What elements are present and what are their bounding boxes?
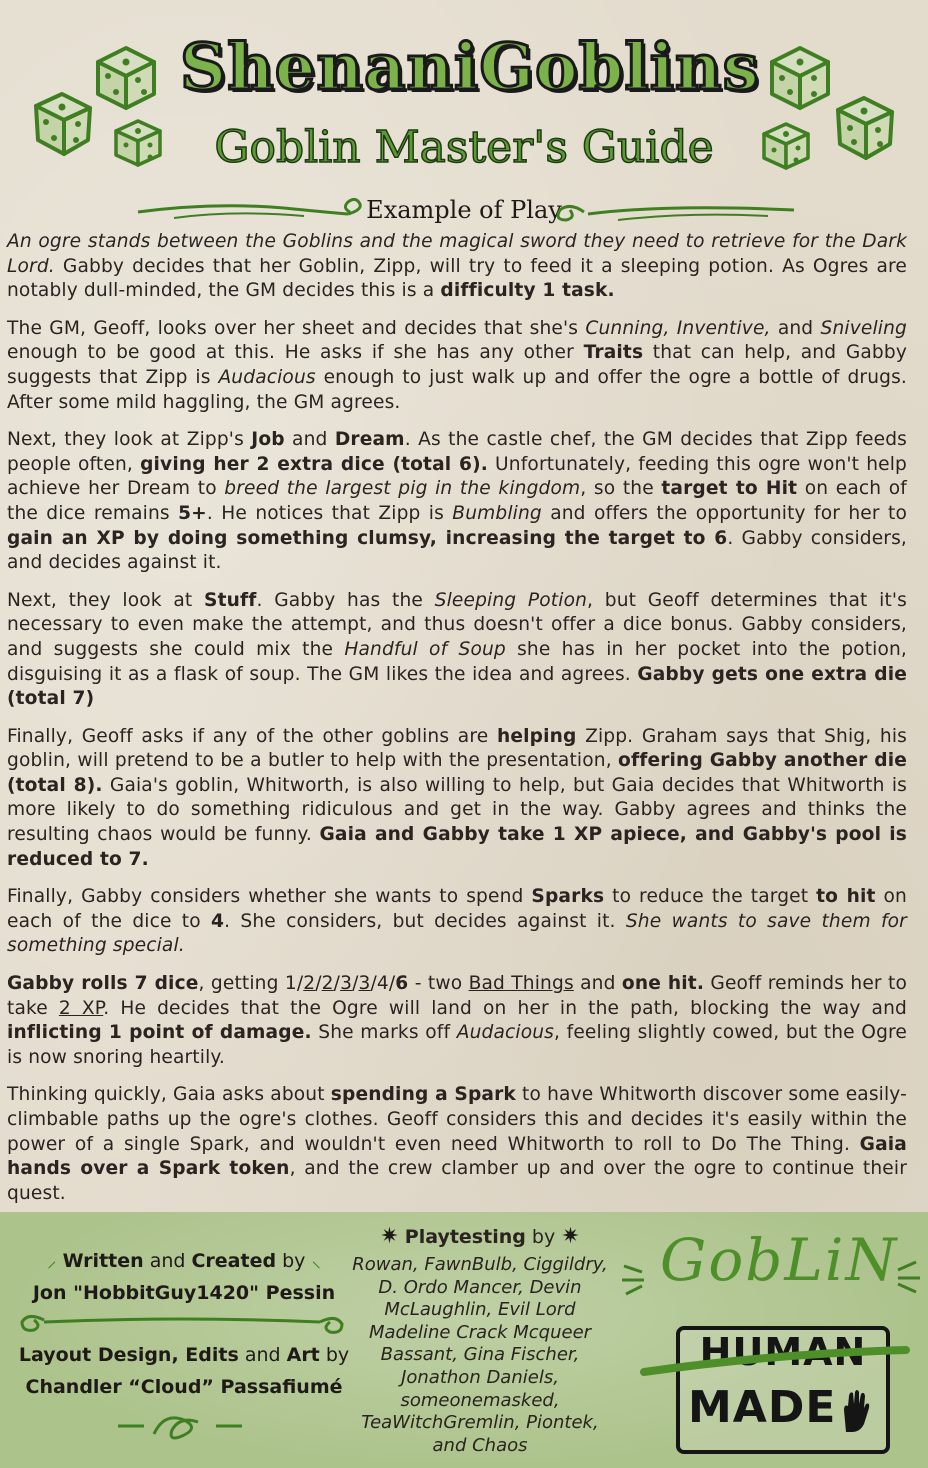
- example-of-play-text: [7, 230, 907, 1219]
- text-run: Gaia's goblin, Whitworth, is also willing to help, but Gaia decides that Whitworth is more likely to do something ridiculous and get in the way. Gabby agrees and thinks the resulting chaos would be funny.: [7, 774, 907, 846]
- italic-text: breed the largest pig in the kingdom: [224, 478, 581, 500]
- italic-text: Sniveling: [820, 317, 907, 339]
- credits-footer: [0, 1212, 928, 1468]
- badge-struck-word: HUMAN: [699, 1330, 867, 1374]
- text-run: on each of the dice to: [7, 886, 907, 932]
- text-run: she has in her pocket into the potion, disguising it as a flask of soup. The GM likes the idea and agrees.: [7, 638, 907, 685]
- text-run: enough to just walk up and offer the ogre a bottle of drugs. After some mild haggling, the GM agrees.: [7, 366, 907, 413]
- bold-text: offering Gabby another die (total 8).: [7, 750, 908, 796]
- italic-text: Bumbling: [452, 502, 542, 524]
- bold-text: to hit: [816, 886, 876, 908]
- strike-through-mark: [640, 1342, 910, 1382]
- text-run: . He notices that Zipp is: [206, 502, 453, 524]
- bold-text: Gaia and Gabby take 1 XP apiece, and Gabby's pool is reduced to 7.: [7, 824, 907, 870]
- swirl-flourish: [14, 1310, 350, 1336]
- bold-text: Gabby gets one extra die (total 7): [7, 663, 907, 710]
- text-run: Next, they look at: [7, 589, 205, 611]
- text-run: , getting 1/: [198, 973, 304, 995]
- paragraph: [7, 428, 907, 576]
- underlined-text: 2: [321, 973, 334, 995]
- sparkle-icon: ✷: [561, 1224, 580, 1249]
- bold-text: Traits: [583, 342, 644, 364]
- bold-text: 4: [211, 910, 225, 932]
- playtesting-label: ✷ Playtesting by ✷: [380, 1224, 580, 1249]
- text-run: to reduce the target: [604, 886, 817, 908]
- bold-text: Job: [251, 429, 285, 451]
- italic-text: Handful of Soup: [344, 638, 506, 660]
- text-run: and: [770, 317, 821, 339]
- text-run: enough to be good at this. He asks if she has any other: [7, 342, 584, 364]
- bold-text: 6: [395, 973, 409, 995]
- paragraph: [7, 885, 907, 959]
- text-run: Finally, Gabby considers whether she wants to spend: [7, 886, 532, 908]
- text-run: Next, they look at Zipp's: [7, 429, 252, 451]
- bold-text: difficulty 1 task.: [440, 280, 615, 302]
- text-run: , and the crew clamber up and over the ogre to continue their quest.: [7, 1158, 908, 1204]
- bold-text: 5+: [178, 502, 207, 524]
- bold-text: spending a Spark: [330, 1084, 516, 1106]
- paragraph: [7, 725, 907, 873]
- underlined-text: 3: [358, 973, 371, 995]
- text-run: that can help, and Gabby suggests that Zipp is: [7, 342, 907, 388]
- dice-icon: [28, 88, 98, 160]
- paragraph: [7, 972, 907, 1070]
- bold-text: Gaia hands over a Spark token: [7, 1133, 907, 1180]
- swirl-flourish: [548, 190, 798, 230]
- logo: ShenaniGoblins: [180, 30, 760, 105]
- italic-text: She wants to save them for something special.: [7, 910, 907, 957]
- underlined-text: 3: [340, 973, 353, 995]
- text-run: , feeling slightly cowed, but the Ogre is now snoring heartily.: [7, 1022, 907, 1068]
- text-run: Thinking quickly, Gaia asks about: [7, 1084, 331, 1106]
- underlined-text: Bad Things: [468, 973, 574, 995]
- dice-icon: [88, 40, 162, 114]
- text-run: She marks off: [311, 1022, 457, 1044]
- bold-text: one hit.: [621, 973, 705, 995]
- written-credit-label: ⸝ Written and Created by ⸜: [47, 1250, 321, 1272]
- dice-icon: [762, 40, 836, 114]
- header: [0, 0, 928, 230]
- text-run: , so the: [580, 478, 662, 500]
- text-run: . She considers, but decides against it.: [224, 910, 626, 932]
- text-run: /: [352, 973, 359, 995]
- bold-text: Sparks: [531, 886, 605, 908]
- sparkle-icon: ⸜: [305, 1250, 321, 1272]
- text-run: to have Whitworth discover some easily-climbable paths up the ogre's clothes. Geoff considers this and decides it's easily within the power of a single Spark, and wouldn't even need Whitworth to roll to Do The Thing.: [7, 1084, 907, 1155]
- text-run: . Gabby has the: [256, 589, 435, 611]
- bold-text: gain an XP by doing something clumsy, increasing the target to 6: [7, 527, 728, 549]
- page-subtitle: Goblin Master's Guide: [214, 122, 714, 173]
- bold-text: Stuff: [204, 589, 257, 611]
- paragraph: [7, 317, 907, 415]
- text-run: . Gabby considers, and decides against it.: [7, 527, 907, 574]
- text-run: Unfortunately, feeding this ogre won't help achieve her Dream to: [7, 453, 908, 500]
- bold-text: target to Hit: [661, 478, 798, 500]
- underlined-text: 2 XP: [58, 997, 104, 1019]
- goblin-badge-script: GobLiN: [660, 1226, 899, 1294]
- bold-text: helping: [496, 725, 577, 747]
- text-run: on each of the dice remains: [7, 478, 908, 524]
- sparkle-icon: ⸝: [47, 1250, 63, 1272]
- text-run: /4/: [370, 973, 396, 995]
- text-run: /: [315, 973, 322, 995]
- bold-text: Gabby rolls 7 dice: [7, 973, 199, 995]
- sparkle-icon: ✷: [380, 1224, 399, 1249]
- underlined-text: 2: [303, 973, 316, 995]
- paragraph: [7, 1083, 907, 1206]
- layout-credit-label: Layout Design, Edits and Art by: [18, 1344, 350, 1366]
- text-run: and: [284, 429, 335, 451]
- author-name: Jon "HobbitGuy1420" Pessin: [32, 1282, 336, 1304]
- text-run: Finally, Geoff asks if any of the other goblins are: [7, 725, 497, 747]
- text-run: Zipp. Graham says that Shig, his goblin, will pretend to be a butler to help with the presentation,: [7, 725, 907, 772]
- bold-text: inflicting 1 point of damage.: [7, 1022, 312, 1044]
- text-run: and offers the opportunity for her to: [541, 502, 907, 524]
- artist-name: Chandler “Cloud” Passafiumé: [25, 1376, 343, 1398]
- hand-icon: [838, 1388, 872, 1434]
- section-title: Example of Play: [366, 196, 562, 224]
- text-run: . He decides that the Ogre will land on her in the path, blocking the way and: [103, 997, 907, 1019]
- paragraph: [7, 230, 907, 304]
- sparkle-icon: [888, 1250, 924, 1300]
- italic-text: Audacious: [218, 366, 316, 388]
- italic-text: Audacious: [456, 1022, 555, 1044]
- dice-icon: [830, 92, 900, 164]
- italic-text: Cunning, Inventive,: [585, 317, 771, 339]
- playtester-list: Rowan, FawnBulb, Ciggildry, D. Ordo Mancer, Devin McLaughlin, Evil Lord Madeline Crack Mcqueer Bassant, Gina Fischer, Jonathon Daniels, someonemasked, TeaWitchGremlin, Piontek, and Chaos: [352, 1254, 608, 1456]
- italic-text: Sleeping Potion: [434, 589, 588, 611]
- badge-made-word: MADE: [688, 1382, 837, 1433]
- text-run: The GM, Geoff, looks over her sheet and decides that she's: [7, 317, 586, 339]
- text-run: . As the castle chef, the GM decides that Zipp feeds people often,: [7, 429, 907, 475]
- sparkle-icon: [620, 1252, 660, 1302]
- text-run: , but Geoff determines that it's necessary to even make the attempt, and thus doesn't offer a dice bonus. Gabby considers, and suggests she could mix the: [7, 589, 907, 660]
- text-run: - two: [408, 973, 469, 995]
- text-run: and: [573, 973, 622, 995]
- bold-text: giving her 2 extra dice (total 6).: [140, 453, 488, 475]
- italic-text: An ogre stands between the Goblins and the magical sword they need to retrieve for the Dark Lord.: [7, 231, 907, 277]
- text-run: Geoff reminds her to take: [7, 973, 908, 1019]
- paragraph: [7, 589, 907, 712]
- text-run: Gabby decides that her Goblin, Zipp, will try to feed it a sleeping potion. As Ogres are notably dull-minded, the GM decides this is a: [7, 255, 907, 302]
- swirl-flourish: [110, 1404, 250, 1454]
- bold-text: Dream: [334, 429, 405, 451]
- text-run: /: [333, 973, 341, 995]
